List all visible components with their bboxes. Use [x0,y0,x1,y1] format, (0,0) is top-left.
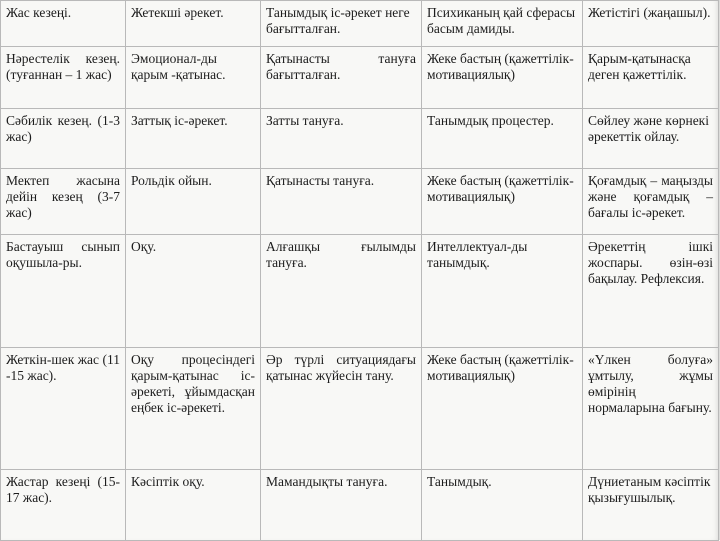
cell-activity: Оқу. [126,235,261,348]
cell-focus: Қатынасты тануға бағытталған. [261,47,422,109]
cell-activity: Эмоционал-ды қарым -қатынас. [126,47,261,109]
cell-achievement: Сөйлеу және көрнекі әрекеттік ойлау. [583,109,719,169]
cell-achievement: Қоғамдық – маңызды және қоғамдық – бағалы іс-әрекет. [583,169,719,235]
cell-focus: Затты тануға. [261,109,422,169]
cell-activity: Рольдік ойын. [126,169,261,235]
cell-activity: Заттық іс-әрекет. [126,109,261,169]
cell-activity: Кәсіптік оқу. [126,470,261,541]
table-row [1,47,719,109]
table-row [1,470,719,541]
table-header-row [1,1,719,47]
header-achievement: Жетістігі (жаңашыл). [583,1,719,47]
cell-achievement: Әрекеттің ішкі жоспары. өзін-өзі бақылау. Рефлексия. [583,235,719,348]
cell-age: Жастар кезеңі (15-17 жас). [1,470,126,541]
cell-sphere: Танымдық процестер. [422,109,583,169]
cell-achievement: Қарым-қатынасқа деген қажеттілік. [583,47,719,109]
cell-focus: Әр түрлі ситуациядағы қатынас жүйесін тану. [261,348,422,470]
header-cognitive-focus: Танымдық іс-әрекет неге бағытталған. [261,1,422,47]
cell-age: Бастауыш сынып оқушыла-ры. [1,235,126,348]
header-psyche-sphere: Психиканың қай сферасы басым дамиды. [422,1,583,47]
cell-sphere: Жеке бастың (қажеттілік-мотивациялық) [422,348,583,470]
table-row [1,169,719,235]
cell-sphere: Интеллектуал-ды танымдық. [422,235,583,348]
cell-age: Жеткін-шек жас (11 -15 жас). [1,348,126,470]
table-row [1,235,719,348]
header-leading-activity: Жетекші әрекет. [126,1,261,47]
cell-sphere: Жеке бастың (қажеттілік-мотивациялық) [422,169,583,235]
cell-age: Нәрестелік кезең.(туғаннан – 1 жас) [1,47,126,109]
cell-focus: Қатынасты тануға. [261,169,422,235]
cell-age: Сәбилік кезең. (1-3 жас) [1,109,126,169]
cell-age: Мектеп жасына дейін кезең (3-7 жас) [1,169,126,235]
header-age: Жас кезеңі. [1,1,126,47]
cell-sphere: Танымдық. [422,470,583,541]
table-row [1,348,719,470]
cell-activity: Оқу процесіндегі қарым-қатынас іс-әрекеті, ұйымдасқан еңбек іс-әрекеті. [126,348,261,470]
cell-achievement: Дүниетаным кәсіптік қызығушылық. [583,470,719,541]
cell-focus: Мамандықты тануға. [261,470,422,541]
cell-achievement: «Үлкен болуға» ұмтылу, жұмы өмірінің нормаларына бағыну. [583,348,719,470]
cell-sphere: Жеке бастың (қажеттілік-мотивациялық) [422,47,583,109]
table-row [1,109,719,169]
cell-focus: Алғашқы ғылымды тануға. [261,235,422,348]
